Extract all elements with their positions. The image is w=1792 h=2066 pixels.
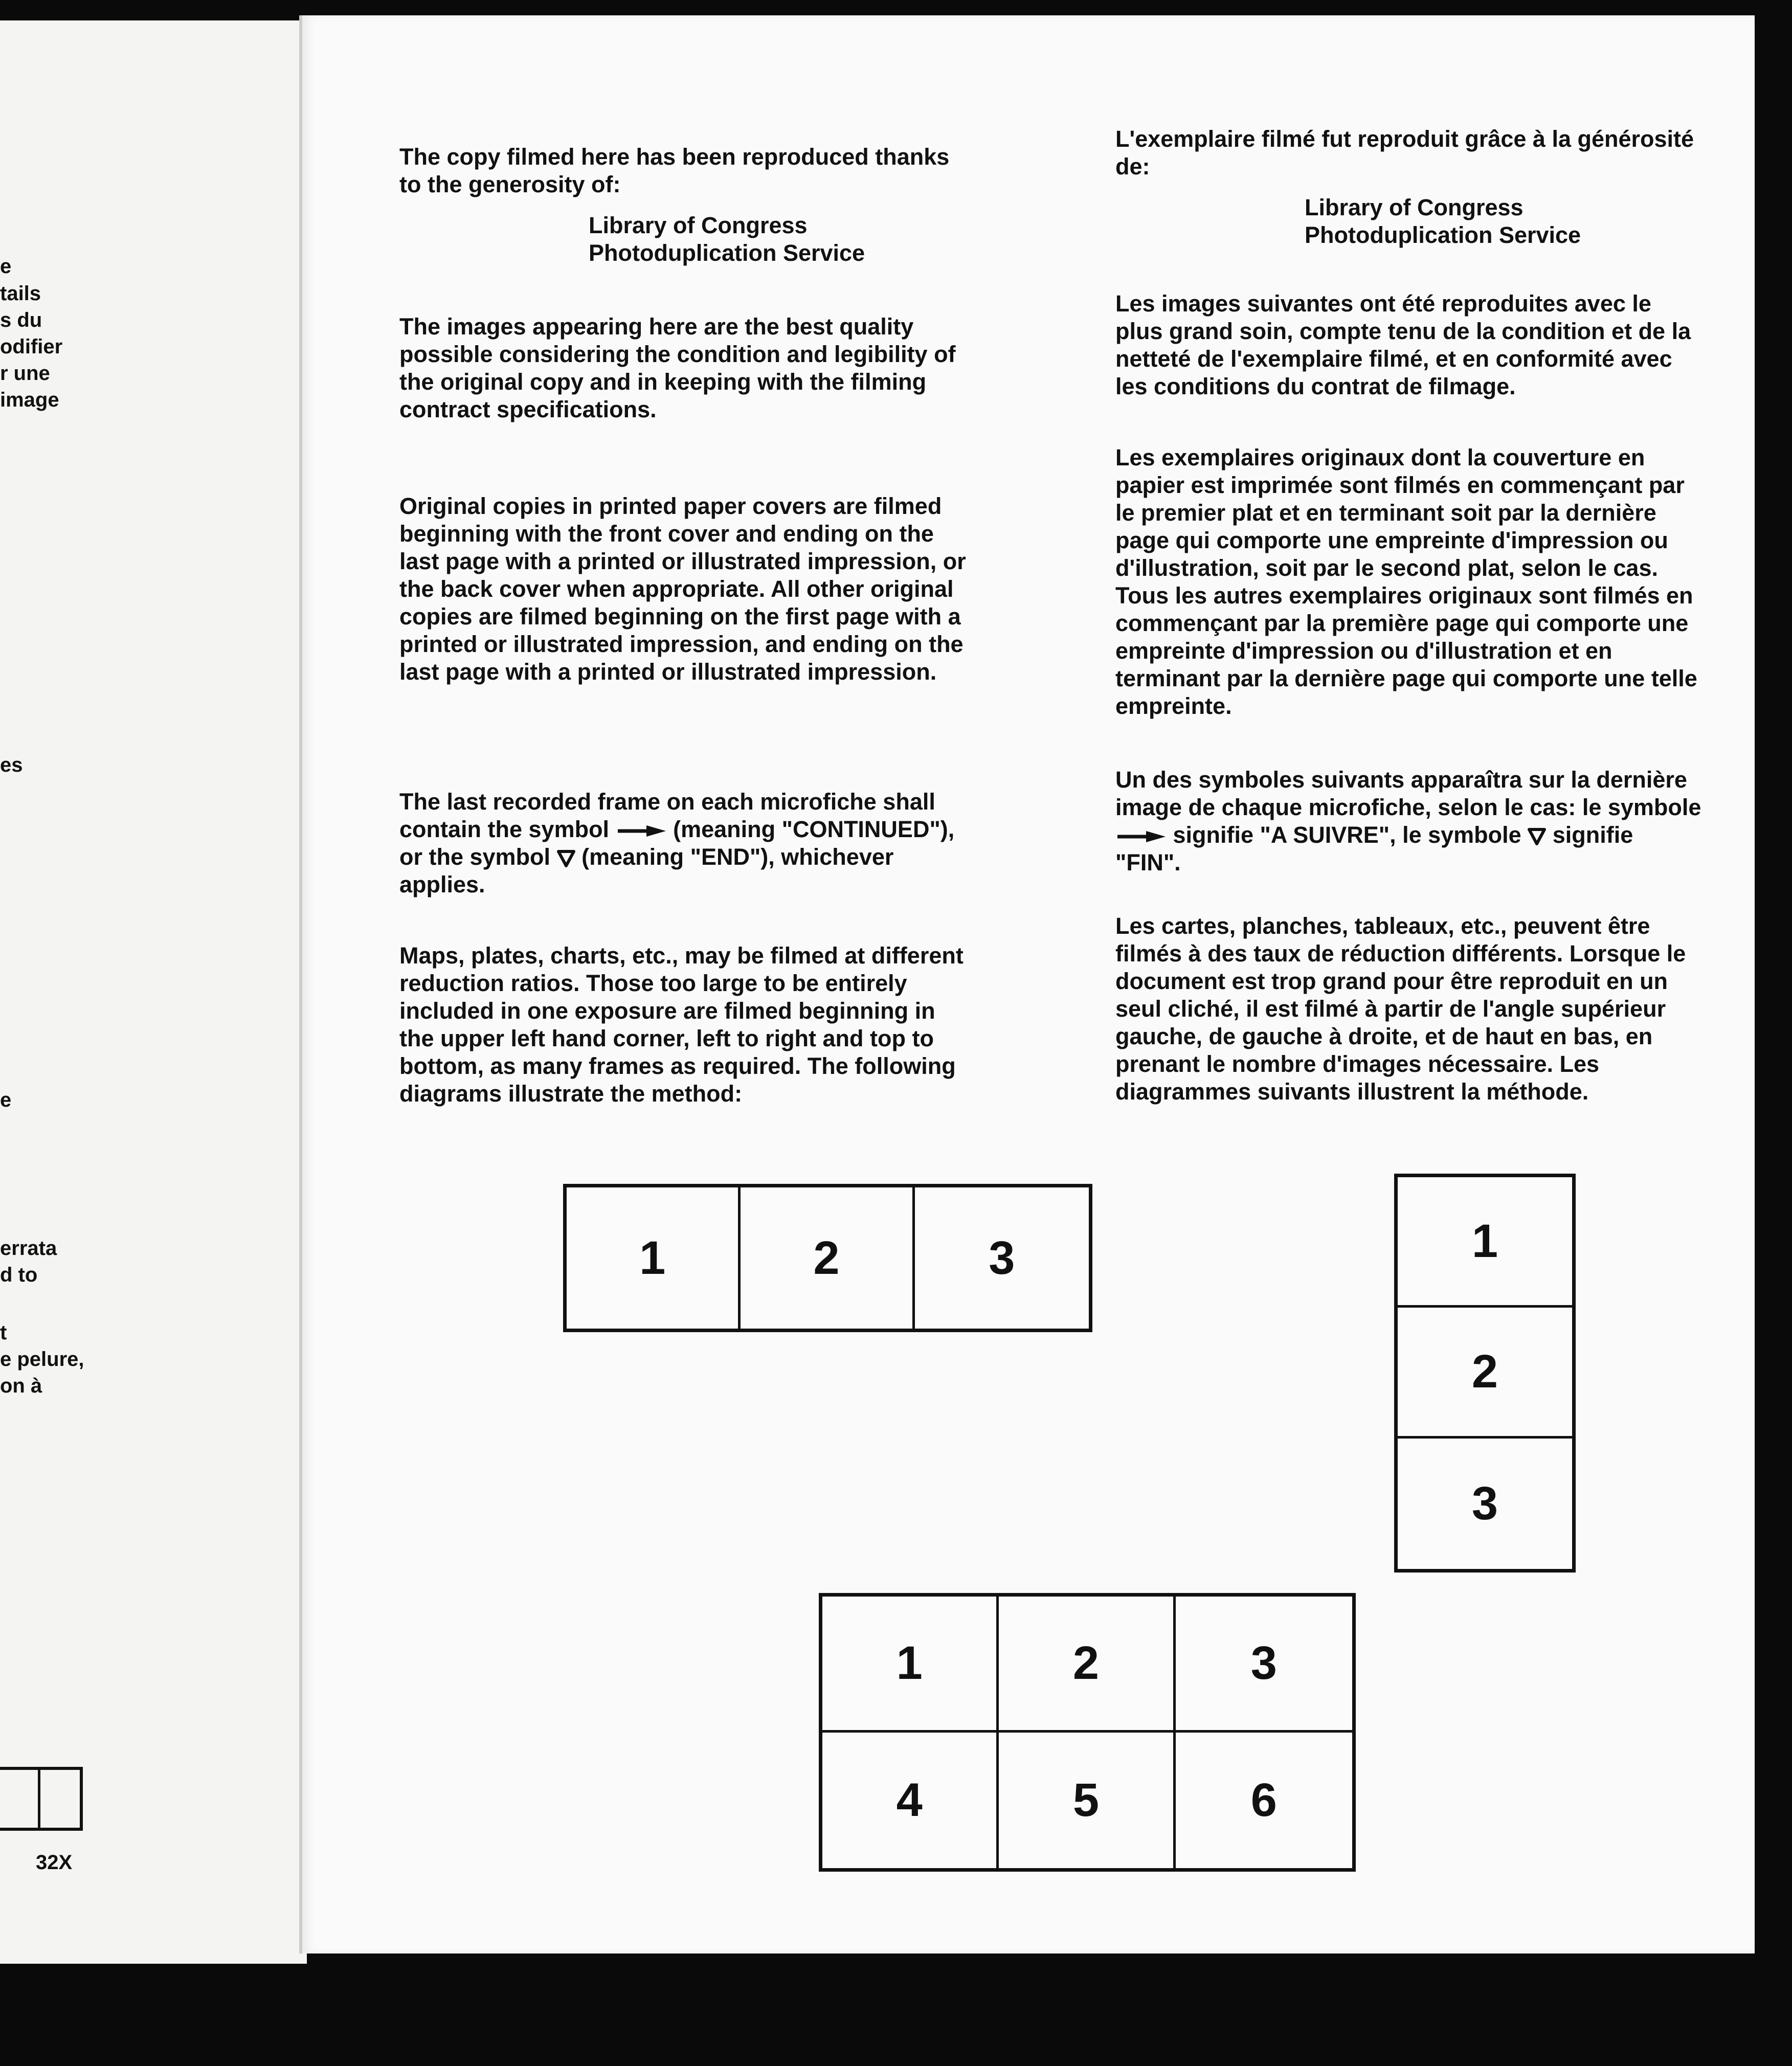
english-frame-text-c: (meaning "END"), whichever applies.	[399, 844, 894, 897]
diagram-frame-cell: 1	[567, 1187, 741, 1329]
diagram-frame-cell: 3	[1176, 1597, 1352, 1733]
french-frame-text-c: signifie "FIN".	[1115, 822, 1633, 875]
microfiche-target-page	[299, 15, 1755, 1953]
diagram-frame-cell: 1	[822, 1597, 999, 1733]
diagram-frame-cell: 2	[1398, 1308, 1572, 1438]
diagram-frame-cell: 5	[999, 1733, 1175, 1869]
french-covers-paragraph: Les exemplaires originaux dont la couverture en papier est imprimée sont filmés en commençant par le premier plat et en terminant soit par la dernière page qui comporte une empreinte d'impression ou d'illustration, soit par le second plat, selon le cas. Tous les autres exemplaires originaux sont filmés en commençant par la première page qui comporte une empreinte d'impression ou d'illustration et en terminant par la dernière page qui comporte une telle empreinte.	[1115, 444, 1697, 719]
left-text-fragment: r une	[0, 362, 50, 385]
french-intro: L'exemplaire filmé fut reproduit grâce à la générosité de:	[1115, 126, 1694, 179]
french-credit-line-2: Photoduplication Service	[1305, 222, 1581, 248]
french-column	[1115, 125, 1704, 1106]
french-credit-line-1: Library of Congress	[1305, 194, 1524, 220]
french-frame-text-a: Un des symboles suivants apparaîtra sur la dernière image de chaque microfiche, selon le cas: le symbole	[1115, 767, 1701, 820]
english-quality-paragraph: The images appearing here are the best quality possible considering the condition and legibility of the original copy and in keeping with the filming contract specifications.	[399, 313, 956, 422]
left-text-fragment: es	[0, 754, 23, 776]
diagram-frame-cell: 3	[1471, 1477, 1498, 1530]
english-covers-paragraph: Original copies in printed paper covers are filmed beginning with the front cover and ending on the last page with a printed or illustrated impression, or the back cover when appropriate. All other original copies are filmed beginning on the first page with a printed or illustrated impression, and ending on the last page with a printed or illustrated impression.	[399, 493, 966, 685]
left-text-fragment: on à	[0, 1375, 42, 1397]
diagram-frame-cell: 2	[741, 1187, 914, 1329]
english-frame-text-b: (meaning "CONTINUED"), or the symbol	[399, 816, 955, 870]
triangle-down-icon	[1528, 828, 1546, 845]
left-text-fragment: s du	[0, 309, 42, 331]
diagram-vertical-frames	[1394, 1174, 1576, 1573]
left-text-fragment: e pelure,	[0, 1348, 84, 1371]
english-credit-line-1: Library of Congress	[589, 212, 808, 238]
english-credit-line-2: Photoduplication Service	[589, 240, 865, 266]
left-text-fragment: odifier	[0, 335, 63, 358]
diagram-frame-cell: 2	[999, 1597, 1175, 1733]
reduction-ratio-label: 32X	[36, 1851, 73, 1874]
left-text-fragment: image	[0, 389, 59, 411]
english-column	[399, 143, 972, 1108]
arrow-right-icon	[1115, 830, 1167, 843]
english-frame-paragraph	[399, 788, 972, 899]
english-frame-text-a: The last recorded frame on each microfiche shall contain the symbol	[399, 789, 935, 842]
left-text-fragment: t	[0, 1321, 7, 1344]
diagram-grid-frames	[819, 1593, 1356, 1872]
diagram-horizontal-frames	[563, 1184, 1092, 1332]
left-text-fragment: e	[0, 1089, 12, 1111]
left-text-fragment: d to	[0, 1264, 38, 1286]
french-quality-paragraph: Les images suivantes ont été reproduites avec le plus grand soin, compte tenu de la condition et de la netteté de l'exemplaire filmé, et en conformité avec les conditions du contrat de filmage.	[1115, 290, 1691, 399]
diagram-frame-cell: 3	[989, 1231, 1015, 1284]
left-sheet-fragment	[0, 20, 307, 1964]
french-frame-paragraph	[1115, 766, 1704, 877]
reduction-box-cell	[38, 1770, 80, 1828]
left-text-fragment: tails	[0, 282, 41, 305]
diagram-frame-cell: 6	[1250, 1773, 1277, 1826]
diagram-frame-cell: 1	[1398, 1177, 1572, 1308]
triangle-down-icon	[557, 850, 575, 867]
diagram-frame-cell: 4	[822, 1733, 999, 1869]
french-frame-text-b: signifie "A SUIVRE", le symbole	[1173, 822, 1521, 848]
arrow-right-icon	[616, 824, 667, 838]
english-maps-paragraph: Maps, plates, charts, etc., may be filmed at different reduction ratios. Those too large to be entirely included in one exposure are filmed beginning in the upper left hand corner, left to right and top to bottom, as many frames as required. The following diagrams illustrate the method:	[399, 942, 964, 1107]
reduction-box-cell	[0, 1770, 38, 1828]
french-maps-paragraph: Les cartes, planches, tableaux, etc., peuvent être filmés à des taux de réduction différents. Lorsque le document est trop grand pour être reproduit en un seul cliché, il est filmé à partir de l'angle supérieur gauche, de gauche à droite, et de haut en bas, en prenant le nombre d'images nécessaire. Les diagrammes suivants illustrent la méthode.	[1115, 913, 1686, 1105]
reduction-ratio-box	[0, 1767, 83, 1831]
english-intro: The copy filmed here has been reproduced thanks to the generosity of:	[399, 144, 950, 197]
left-text-fragment: e	[0, 255, 12, 278]
left-text-fragment: errata	[0, 1237, 57, 1260]
